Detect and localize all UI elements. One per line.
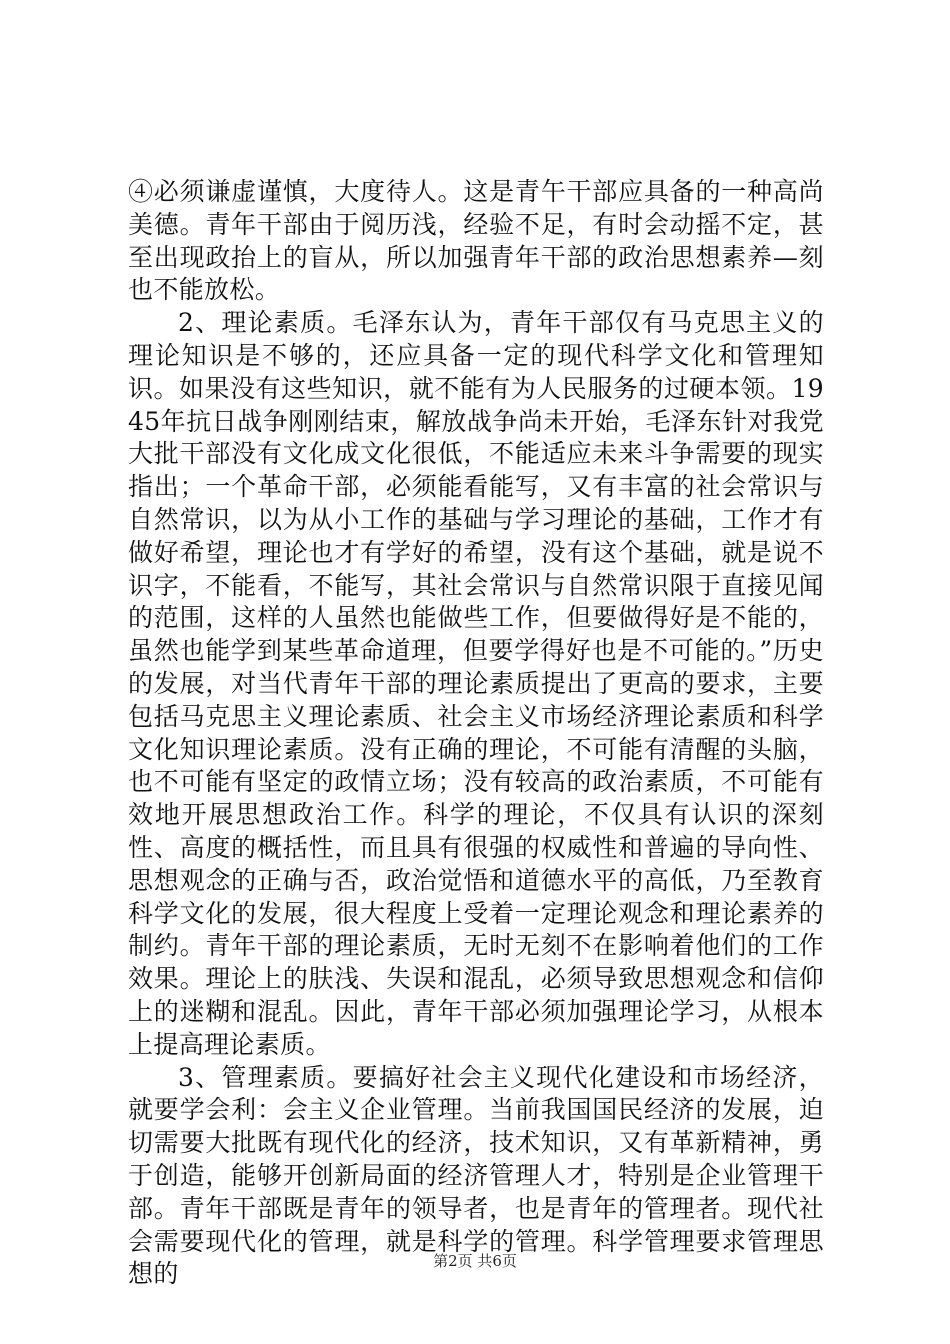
document-body xyxy=(128,176,824,1291)
paragraph-theory-quality: 2、理论素质。毛泽东认为，青年干部仅有马克思主义的理论知识是不够的，还应具备一定的现代科学文化和管理知识。如果没有这些知识，就不能有为人民服务的过硬本领。1945年抗日战争刚刚结束，解放战争尚未开始，毛泽东针对我党大批干部没有文化成文化很低，不能适应未来斗争需要的现实指出；一个革命干部，必须能看能写，又有丰富的社会常识与自然常识，以为从小工作的基础与学习理论的基础，工作才有做好希望，理论也才有学好的希望，没有这个基础，就是说不识字，不能看，不能写，其社会常识与自然常识限于直接见闻的范围，这样的人虽然也能做些工作，但要做得好是不能的，虽然也能学到某些革命道理，但要学得好也是不可能的。”历史的发展，对当代青年干部的理论素质提出了更高的要求，主要包括马克思主义理论素质、社会主义市场经济理论素质和科学文化知识理论素质。没有正确的理论，不可能有清醒的头脑，也不可能有坚定的政情立场；没有较高的政治素质，不可能有效地开展思想政治工作。科学的理论，不仅具有认识的深刻性、高度的概括性，而且具有很强的权威性和普遍的导向性、思想观念的正确与否，政治觉悟和道德水平的高低，乃至教育科学文化的发展，很大程度上受着一定理论观念和理论素养的制约。青年干部的理论素质，无时无刻不在影响着他们的工作效果。理论上的肤浅、失误和混乱，必须导致思想观念和信仰上的迷糊和混乱。因此，青年干部必须加强理论学习，从根本上提高理论素质。 xyxy=(128,308,824,1059)
page-number: 第2页 共6页 xyxy=(433,1252,517,1270)
paragraph-humility: ④必须谦虚谨慎，大度待人。这是青午干部应具备的一种高尚美德。青年干部由于阅历浅，经验不足，有时会动摇不定，甚至出现政抬上的盲从，所以加强青年干部的政治思想素养—刻也不能放松。 xyxy=(128,177,824,305)
paragraph-management-quality: 3、管理素质。要搞好社会主义现代化建设和市场经济，就要学会利：会主义企业管理。当前我国国民经济的发展，迫切需要大批既有现代化的经济，技术知识，又有革新精神，勇于创造，能够开创新局面的经济管理人才，特别是企业管理干部。青年干部既是青年的领导者，也是青年的管理者。现代社会需要现代化的管理，就是科学的管理。科学管理要求管理思想的 xyxy=(128,1062,824,1289)
